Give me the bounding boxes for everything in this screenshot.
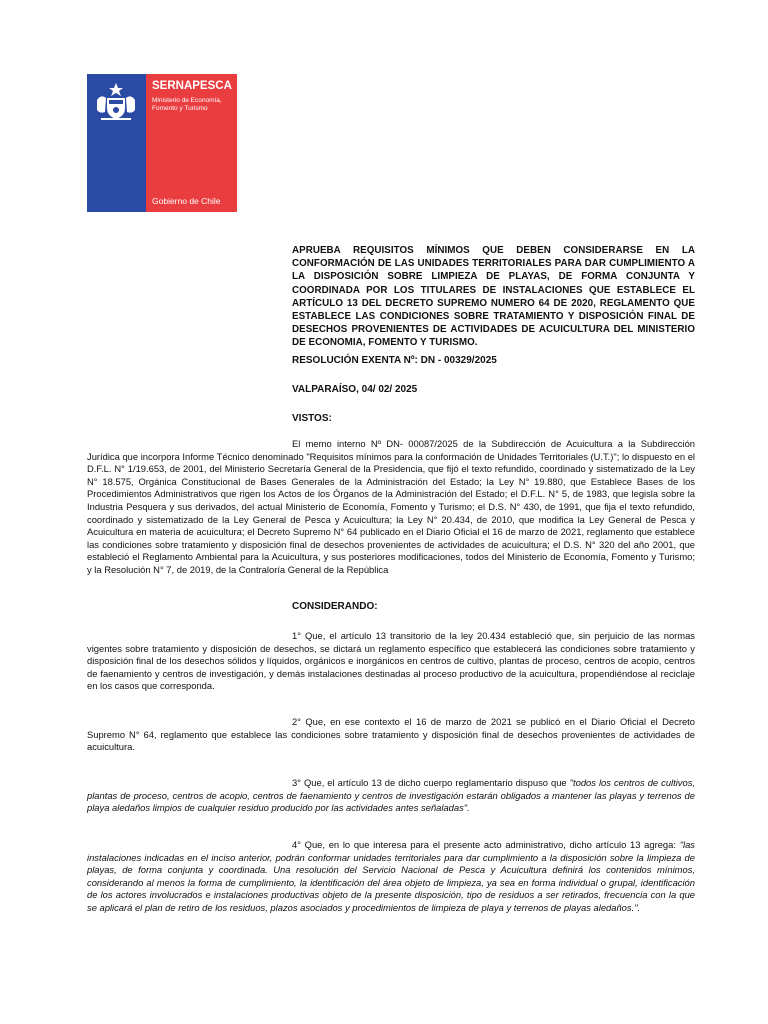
resolution-number: RESOLUCIÓN EXENTA Nº: DN - 00329/2025 (292, 355, 497, 366)
place-date: VALPARAÍSO, 04/ 02/ 2025 (292, 384, 418, 395)
considerando-3-lead: 3° Que, el artículo 13 de dicho cuerpo reglamentario dispuso que (292, 777, 570, 788)
considerando-1-text: 1° Que, el artículo 13 transitorio de la ley 20.434 estableció que, sin perjuicio de las normas vigentes sobre tratamiento y disposición de desechos, se dictará un reglamento específico que establecerá las condiciones sobre tratamiento y disposición final de los desechos sólidos y líquidos, orgánicos e inorgánicos en centros de cultivo, plantas de proceso, centros de acopio, centros de faenamiento y centros de investigación, y demás instalaciones destinadas al proceso productivo de la acuicultura, propendiéndose al reciclaje en los casos que corresponda. (87, 630, 695, 692)
considerando-4-quote: "las instalaciones indicadas en el inciso anterior, podrán conformar unidades territoriales para dar cumplimiento a la disposición sobre la limpieza de playas, de forma conjunta y coordinada. Una resolución del Servicio Nacional de Pesca y Acuicultura definirá los contenidos mínimos, considerando al menos la forma de cumplimiento, la identificación del área objeto de limpieza, ya sea en forma individual o grupal, identificación de los actores involucrados e instalaciones productivas objeto de la presente disposición, tipo de residuos a ser retirados, frecuencia con la que se aplicará el plan de retiro de los residuos, plazos asociados y procedimientos de limpieza de playa y terrenos de playas aledaños.". (87, 839, 695, 913)
coat-of-arms-icon (93, 80, 139, 124)
considerando-2 (87, 716, 695, 754)
considerando-3-quote: "todos los centros de cultivos, plantas de proceso, centros de acopio, centros de faenamiento y centros de investigación estarán obligados a mantener las playas y terrenos de playa aledaños limpios de cualquier residuo producido por las actividades antes señaladas". (87, 777, 695, 814)
considerando-4-lead: 4° Que, en lo que interesa para el presente acto administrativo, dicho artículo 13 agrega: (292, 839, 680, 850)
document-title: APRUEBA REQUISITOS MÍNIMOS QUE DEBEN CONSIDERARSE EN LA CONFORMACIÓN DE LAS UNIDADES TERRITORIALES PARA DAR CUMPLIMIENTO A LA DISPOSICIÓN SOBRE LIMPIEZA DE PLAYAS, DE FORMA CONJUNTA Y COORDINADA POR LOS TITULARES DE INSTALACIONES QUE ESTABLECE EL ARTÍCULO 13 DEL DECRETO SUPREMO NUMERO 64 DE 2020, REGLAMENTO QUE ESTABLECE LAS CONDICIONES SOBRE TRATAMIENTO Y DISPOSICIÓN FINAL DE DESECHOS PROVENIENTES DE ACTIVIDADES DE ACUICULTURA DEL MINISTERIO DE ECONOMIA, FOMENTO Y TURISMO. (292, 245, 695, 349)
sernapesca-logo (87, 74, 237, 212)
logo-government: Gobierno de Chile (152, 196, 221, 206)
vistos-text: El memo interno Nº DN- 00087/2025 de la Subdirección de Acuicultura a la Subdirección Jurídica que incorpora Informe Técnico denominado "Requisitos mínimos para la conformación de Unidades Territoriales (U.T.)"; lo dispuesto en el D.F.L. N° 1/19.653, de 2001, del Ministerio Secretaría General de la Presidencia, que fijó el texto refundido, coordinado y sistematizado de la Ley N° 18.575, Orgánica Constitucional de Bases Generales de la Administración del Estado; la Ley N° 19.880, que Establece Bases de los Procedimientos Administrativos que rigen los Actos de los Órganos de la Administración del Estado; el D.F.L. N° 5, de 1983, que legisla sobre la Industria Pesquera y sus derivados, del actual Ministerio de Economía, Fomento y Turismo; el D.S. N° 430, de 1991, que fija el texto refundido, coordinado y sistematizado de la Ley General de Pesca y Acuicultura; la Ley N° 20.434, de 2010, que modifica la Ley General de Pesca y Acuicultura en materia de acuicultura; el Decreto Supremo N° 64 publicado en el Diario Oficial el 16 de marzo de 2021, reglamento que establece las condiciones sobre tratamiento y disposición final de desechos provenientes de actividades de acuicultura; el D.S. N° 320 del año 2001, que estableció el Reglamento Ambiental para la Acuicultura, y sus posteriores modificaciones, todos del Ministerio de Economía, Fomento y Turismo; y la Resolución N° 7, de 2019, de la Contraloría General de la República (87, 438, 695, 575)
considerando-3 (87, 777, 695, 815)
logo-ministry: Ministerio de Economía, Fomento y Turismo (152, 97, 222, 112)
considerando-2-text: 2° Que, en ese contexto el 16 de marzo de 2021 se publicó en el Diario Oficial el Decreto Supremo N° 64, reglamento que establece las condiciones sobre tratamiento y disposición final de desechos provenientes de actividades de acuicultura. (87, 716, 695, 753)
considerando-heading: CONSIDERANDO: (292, 601, 378, 612)
vistos-heading: VISTOS: (292, 413, 332, 424)
vistos-paragraph (87, 438, 695, 577)
considerando-1 (87, 630, 695, 693)
logo-name: SERNAPESCA (152, 80, 232, 92)
logo-blue-panel (87, 74, 146, 212)
logo-red-panel (146, 74, 237, 212)
considerando-4 (87, 839, 695, 915)
